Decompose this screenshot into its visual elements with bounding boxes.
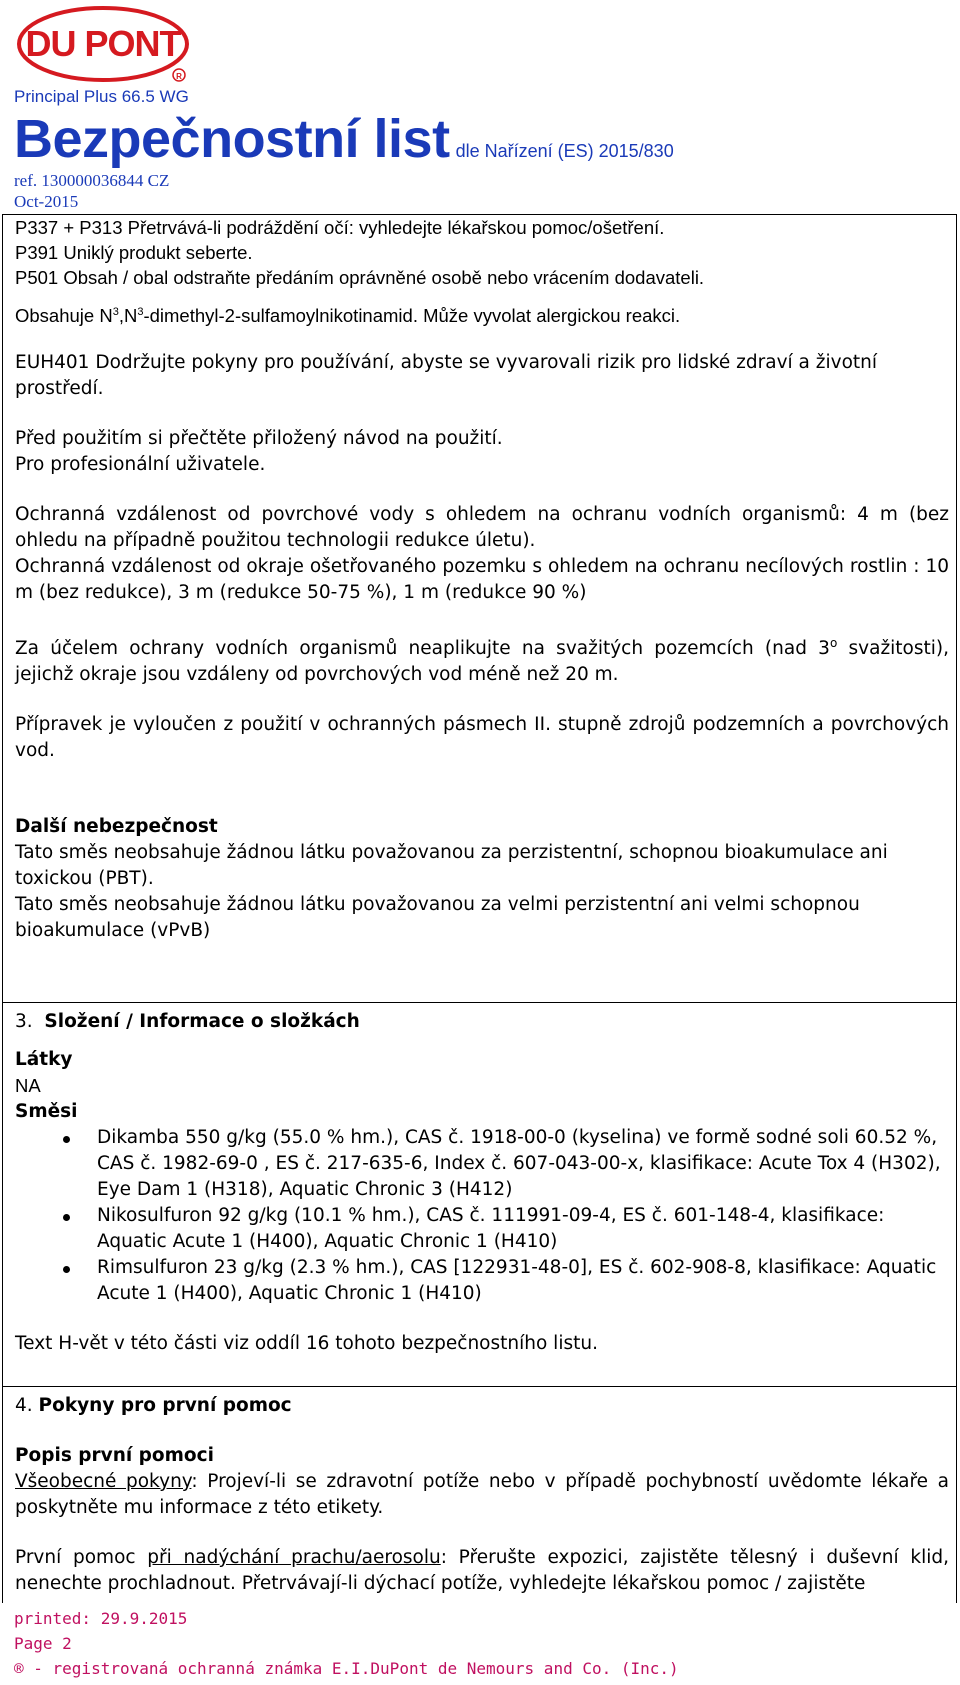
mixture-components xyxy=(15,1125,949,1307)
bullet-icon xyxy=(63,1136,70,1143)
bullet-icon xyxy=(63,1214,70,1221)
document-title: Bezpečnostní list xyxy=(14,109,450,169)
slope-statement: Za účelem ochrany vodních organismů neaplikujte na svažitých pozemcích (nad 3$^o$ svažitosti), jejichž okraje jsou vzdáleny od povrchových vod méně než 20 m. xyxy=(15,636,950,686)
section-3-composition xyxy=(2,1002,957,1386)
first-aid-subheading: Popis první pomoci xyxy=(15,1445,214,1466)
excluded-statement: Přípravek je vyloučen z použití v ochranných pásmech II. stupně zdrojů podzemních a povrchových vod. xyxy=(15,714,949,762)
section-3-number: 3. xyxy=(15,1011,33,1032)
vpvb-statement: Tato směs neobsahuje žádnou látku považovanou za velmi perzistentní ani velmi schopnou bioakumulace (vPvB) xyxy=(15,894,860,942)
section-1-content xyxy=(15,215,949,944)
printed-date: printed: 29.9.2015 xyxy=(14,1609,188,1628)
pbt-statement: Tato směs neobsahuje žádnou látku považovanou za perzistentní, schopnou bioakumulace ani toxickou (PBT). xyxy=(15,842,888,890)
list-item: Dikamba 550 g/kg (55.0 % hm.), CAS č. 1918-00-0 (kyselina) ve formě sodné soli 60.52 %, CAS č. 1982-69-0 , ES č. 217-635-6, Index č. 607-043-00-x, klasifikace: Acute Tox 4 (H302), Eye Dam 1 (H318), Aquatic Chronic 3 (H412) xyxy=(15,1125,949,1203)
reference-number: ref. 130000036844 CZ xyxy=(14,171,170,190)
title-row xyxy=(14,108,674,170)
professional-users: Pro profesionální uživatele. xyxy=(15,454,266,476)
document-footer xyxy=(14,1606,679,1681)
inhalation-instructions: První pomoc při nadýchání prachu/aerosolu: Přerušte expozici, zajistěte tělesný i duševní klid, nenechte prochladnout. Přetrvávají-li dýchací potíže, vyhledejte lékařskou pomoc / zajistěte xyxy=(15,1547,949,1594)
section-label-elements xyxy=(2,214,957,1002)
contains-statement: Obsahuje $N^3,N^3-dimethyl-2$-sulfamoylnikotinamid. Může vyvolat alergickou reakci. xyxy=(15,305,681,327)
page-number: Page 2 xyxy=(14,1634,72,1653)
revision-date: Oct-2015 xyxy=(14,192,79,211)
p337-statement: P337 + P313 Přetrvává-li podráždění očí: vyhledejte lékařskou pomoc/ošetření. xyxy=(15,217,665,238)
section-4-heading xyxy=(15,1393,949,1419)
read-instructions: Před použitím si přečtěte přiložený návod na použití. xyxy=(15,428,503,450)
section-4-first-aid xyxy=(2,1386,957,1603)
section-3-heading xyxy=(15,1009,949,1035)
section-3-content xyxy=(15,1009,949,1357)
substances-value: NA xyxy=(15,1075,41,1096)
section-4-title: Pokyny pro první pomoc xyxy=(38,1395,292,1416)
trademark-note: ® - registrovaná ochranná známka E.I.DuPont de Nemours and Co. (Inc.) xyxy=(14,1659,679,1678)
logo-text: DU PONT xyxy=(25,23,181,64)
document-header xyxy=(0,0,960,210)
p391-statement: P391 Uniklý produkt seberte. xyxy=(15,242,253,263)
substances-heading: Látky xyxy=(15,1049,73,1070)
distance-water: Ochranná vzdálenost od povrchové vody s ohledem na ochranu vodních organismů: 4 m (bez ohledu na případně použitou technologii redukce úletu). xyxy=(15,504,949,552)
list-item: Rimsulfuron 23 g/kg (2.3 % hm.), CAS [122931-48-0], ES č. 602-908-8, klasifikace: Aquatic Acute 1 (H400), Aquatic Chronic 1 (H410) xyxy=(15,1255,949,1307)
section-3-title: Složení / Informace o složkách xyxy=(44,1011,360,1032)
euh401-statement: EUH401 Dodržujte pokyny pro používání, abyste se vyvarovali rizik pro lidské zdraví a životní prostředí. xyxy=(15,352,878,400)
p501-statement: P501 Obsah / obal odstraňte předáním oprávněné osobě nebo vrácením dodavateli. xyxy=(15,267,705,288)
svg-text:R: R xyxy=(176,72,182,81)
distance-edge: Ochranná vzdálenost od okraje ošetřovaného pozemku s ohledem na ochranu necílových rostlin : 10 m (bez redukce), 3 m (redukce 50-75 %), 1 m (redukce 90 %) xyxy=(15,556,949,604)
mixtures-heading: Směsi xyxy=(15,1101,78,1122)
bullet-icon xyxy=(63,1266,70,1273)
section-4-number: 4. xyxy=(15,1395,33,1416)
other-hazard-heading: Další nebezpečnost xyxy=(15,816,218,838)
list-item: Nikosulfuron 92 g/kg (10.1 % hm.), CAS č. 111991-09-4, ES č. 601-148-4, klasifikace: Aquatic Acute 1 (H400), Aquatic Chronic 1 (H410) xyxy=(15,1203,949,1255)
product-name: Principal Plus 66.5 WG xyxy=(14,87,189,106)
regulation-reference: dle Nařízení (ES) 2015/830 xyxy=(455,141,674,161)
dupont-logo xyxy=(14,4,194,86)
section-4-content xyxy=(15,1393,949,1597)
general-instructions: Všeobecné pokyny: Projeví-li se zdravotní potíže nebo v případě pochybností uvědomte lékaře a poskytněte mu informace z této etikety. xyxy=(15,1471,949,1518)
h-statements-note: Text H-vět v této části viz oddíl 16 tohoto bezpečnostního listu. xyxy=(15,1333,598,1354)
